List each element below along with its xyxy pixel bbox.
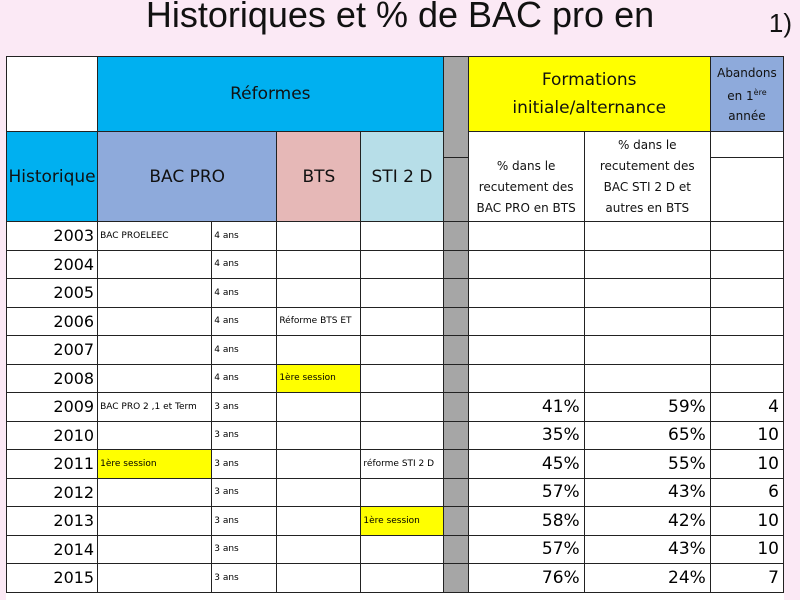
sti2d-cell: réforme STI 2 D [361, 450, 443, 479]
sti2d-cell [361, 535, 443, 564]
bts-cell [277, 336, 361, 365]
pct-bacpro-cell: 76% [468, 564, 584, 593]
bts-cell [277, 279, 361, 308]
year-cell: 2007 [7, 336, 98, 365]
pct-sti-cell [584, 250, 710, 279]
pct-sti-line3: BAC STI 2 D et [603, 179, 691, 194]
bts-cell [277, 393, 361, 422]
bac-pro-cell [98, 535, 212, 564]
pct-sti-cell [584, 336, 710, 365]
duree-cell: 4 ans [212, 222, 277, 251]
year-cell: 2011 [7, 450, 98, 479]
abandons-cell: 4 [710, 393, 783, 422]
bac-pro-cell: 1ère session [98, 450, 212, 479]
bac-pro-cell [98, 336, 212, 365]
duree-cell: 3 ans [212, 507, 277, 536]
pct-sti-cell [584, 307, 710, 336]
bts-cell [277, 507, 361, 536]
table-row [7, 307, 784, 336]
slide-title-line1: Historiques et % de BAC pro en [145, 0, 655, 35]
pct-sti-line1: % dans le [617, 137, 677, 152]
duree-cell: 3 ans [212, 393, 277, 422]
bac-pro-cell [98, 421, 212, 450]
separator-cell [443, 307, 468, 336]
pct-bacpro-cell [468, 222, 584, 251]
pct-sti-cell: 24% [584, 564, 710, 593]
abandons-cell: 10 [710, 450, 783, 479]
table-row [7, 564, 784, 593]
sti2d-cell [361, 279, 443, 308]
abandons-cell [710, 307, 783, 336]
pct-bacpro-cell: 58% [468, 507, 584, 536]
pct-bacpro-cell: 45% [468, 450, 584, 479]
table-row [7, 421, 784, 450]
abandons-cell [710, 279, 783, 308]
header-blank-cell [7, 57, 98, 132]
year-cell: 2005 [7, 279, 98, 308]
separator-cell [443, 507, 468, 536]
sti2d-cell [361, 222, 443, 251]
separator-cell [443, 364, 468, 393]
abandons-line3: année [728, 108, 766, 123]
header-pct-bacpro [468, 132, 584, 222]
separator-header [443, 57, 468, 158]
pct-bacpro-line2: recutement des [478, 180, 574, 194]
duree-cell: 3 ans [212, 535, 277, 564]
bts-cell [277, 535, 361, 564]
pct-sti-line4: autres en BTS [605, 200, 690, 215]
abandons-cell [710, 336, 783, 365]
header-bac-pro: BAC PRO [98, 132, 277, 222]
year-cell: 2006 [7, 307, 98, 336]
sti2d-cell [361, 336, 443, 365]
abandons-cell: 7 [710, 564, 783, 593]
slide-title [0, 0, 800, 56]
year-cell: 2014 [7, 535, 98, 564]
abandons-line2-prefix: en 1 [727, 88, 754, 103]
bac-pro-cell [98, 507, 212, 536]
abandons-cell [710, 364, 783, 393]
header-abandons-sub1 [710, 132, 783, 158]
year-cell: 2010 [7, 421, 98, 450]
bac-pro-cell [98, 250, 212, 279]
formations-line1: Formations [541, 70, 637, 90]
header-abandons-sub2 [710, 158, 783, 222]
pct-bacpro-cell [468, 307, 584, 336]
sti2d-cell [361, 478, 443, 507]
pct-sti-cell [584, 222, 710, 251]
bts-cell [277, 421, 361, 450]
bac-pro-cell [98, 279, 212, 308]
table-row [7, 450, 784, 479]
header-bts: BTS [277, 132, 361, 222]
separator-cell [443, 421, 468, 450]
pct-bacpro-cell [468, 279, 584, 308]
pct-bacpro-cell: 57% [468, 535, 584, 564]
duree-cell: 4 ans [212, 336, 277, 365]
sti2d-cell [361, 564, 443, 593]
pct-sti-cell: 43% [584, 535, 710, 564]
pct-sti-cell: 59% [584, 393, 710, 422]
duree-cell: 3 ans [212, 564, 277, 593]
sti2d-cell [361, 421, 443, 450]
table-row [7, 250, 784, 279]
sti2d-cell [361, 393, 443, 422]
pct-bacpro-line3: BAC PRO en BTS [476, 201, 576, 215]
table-row [7, 336, 784, 365]
bac-pro-cell: BAC PROELEEC [98, 222, 212, 251]
table-row [7, 393, 784, 422]
abandons-cell: 6 [710, 478, 783, 507]
year-cell: 2004 [7, 250, 98, 279]
separator-cell [443, 250, 468, 279]
duree-cell: 3 ans [212, 421, 277, 450]
table-row [7, 535, 784, 564]
pct-sti-cell: 43% [584, 478, 710, 507]
year-cell: 2008 [7, 364, 98, 393]
separator-cell [443, 222, 468, 251]
formations-line2: initiale/alternance [512, 98, 667, 118]
separator-cell [443, 478, 468, 507]
duree-cell: 4 ans [212, 307, 277, 336]
year-cell: 2013 [7, 507, 98, 536]
sti2d-cell [361, 250, 443, 279]
separator-cell [443, 450, 468, 479]
header-historique: Historique [7, 132, 98, 222]
history-table [6, 56, 784, 593]
table-body [7, 222, 784, 593]
header-sti2d: STI 2 D [361, 132, 443, 222]
pct-sti-cell: 55% [584, 450, 710, 479]
pct-bacpro-cell: 35% [468, 421, 584, 450]
abandons-cell [710, 222, 783, 251]
bts-cell: Réforme BTS ET [277, 307, 361, 336]
bac-pro-cell [98, 307, 212, 336]
bac-pro-cell: BAC PRO 2 ,1 et Term [98, 393, 212, 422]
sti2d-cell [361, 364, 443, 393]
bac-pro-cell [98, 564, 212, 593]
history-table-container [6, 56, 784, 600]
pct-bacpro-cell: 41% [468, 393, 584, 422]
abandons-line1: Abandons [717, 65, 777, 80]
pct-bacpro-cell [468, 250, 584, 279]
separator-cell [443, 279, 468, 308]
pct-bacpro-cell [468, 336, 584, 365]
abandons-cell: 10 [710, 535, 783, 564]
bts-cell [277, 564, 361, 593]
abandons-sup: ère [753, 87, 767, 97]
bac-pro-cell [98, 478, 212, 507]
pct-sti-line2: recutement des [599, 158, 695, 173]
pct-sti-cell [584, 364, 710, 393]
year-cell: 2012 [7, 478, 98, 507]
table-row [7, 364, 784, 393]
duree-cell: 4 ans [212, 250, 277, 279]
table-row [7, 222, 784, 251]
separator-cell [443, 393, 468, 422]
bts-cell [277, 250, 361, 279]
bts-cell [277, 450, 361, 479]
header-pct-sti [584, 132, 710, 222]
slide-number: 1) [768, 8, 792, 38]
duree-cell: 4 ans [212, 364, 277, 393]
header-abandons [710, 57, 783, 132]
sti2d-cell: 1ère session [361, 507, 443, 536]
table-row [7, 279, 784, 308]
year-cell: 2009 [7, 393, 98, 422]
abandons-cell: 10 [710, 421, 783, 450]
year-cell: 2015 [7, 564, 98, 593]
pct-bacpro-cell [468, 364, 584, 393]
sti2d-cell [361, 307, 443, 336]
year-cell: 2003 [7, 222, 98, 251]
abandons-line2 [711, 83, 783, 106]
abandons-cell [710, 250, 783, 279]
pct-sti-cell: 42% [584, 507, 710, 536]
header-formations [468, 57, 710, 132]
separator-cell [443, 535, 468, 564]
bac-pro-cell [98, 364, 212, 393]
table-row [7, 478, 784, 507]
bts-cell [277, 222, 361, 251]
header-reformes: Réformes [98, 57, 443, 132]
abandons-cell: 10 [710, 507, 783, 536]
bts-cell: 1ère session [277, 364, 361, 393]
duree-cell: 3 ans [212, 450, 277, 479]
pct-sti-cell: 65% [584, 421, 710, 450]
pct-sti-cell [584, 279, 710, 308]
pct-bacpro-line1: % dans le [496, 159, 556, 173]
pct-bacpro-cell: 57% [468, 478, 584, 507]
table-row [7, 507, 784, 536]
separator-cell [443, 336, 468, 365]
duree-cell: 3 ans [212, 478, 277, 507]
separator-cell [443, 564, 468, 593]
bts-cell [277, 478, 361, 507]
duree-cell: 4 ans [212, 279, 277, 308]
separator-subheader [443, 158, 468, 222]
